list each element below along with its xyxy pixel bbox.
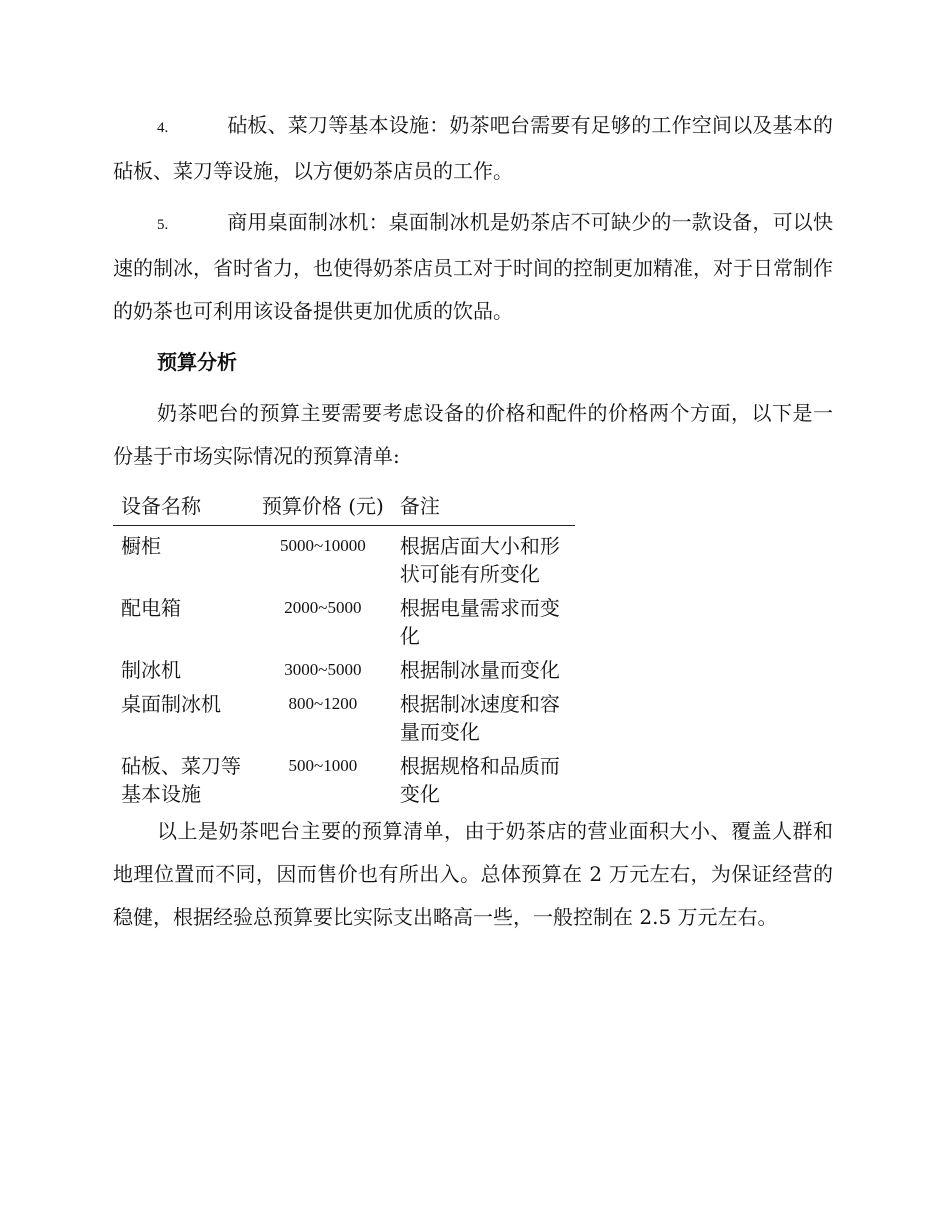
column-header-price: 预算价格 (元) bbox=[254, 492, 392, 526]
list-item bbox=[113, 104, 833, 193]
list-item-text: 商用桌面制冰机：桌面制冰机是奶茶店不可缺少的一款设备，可以快速的制冰，省时省力，也使得奶茶店员工对于时间的控制更加精准，对于日常制作的奶茶也可利用该设备提供更加优质的饮品。 bbox=[113, 210, 833, 323]
cell-name: 配电箱 bbox=[121, 596, 181, 620]
table-row bbox=[113, 650, 575, 684]
document-page bbox=[113, 104, 833, 939]
table-row bbox=[113, 588, 575, 650]
section-heading: 预算分析 bbox=[157, 350, 237, 374]
conclusion-paragraph: 以上是奶茶吧台主要的预算清单，由于奶茶店的营业面积大小、覆盖人群和地理位置而不同，因而售价也有所出入。总体预算在 2 万元左右，为保证经营的稳健，根据经验总预算要比实际支出略高一些，一般控制在 2.5 万元左右。 bbox=[113, 819, 833, 929]
cell-name: 桌面制冰机 bbox=[121, 692, 221, 716]
budget-table bbox=[113, 492, 575, 808]
table-header-row bbox=[113, 492, 575, 526]
cell-name: 橱柜 bbox=[121, 534, 161, 558]
table-row bbox=[113, 684, 575, 746]
cell-price: 800~1200 bbox=[288, 694, 358, 713]
column-header-note: 备注 bbox=[392, 492, 575, 526]
cell-name: 砧板、菜刀等基本设施 bbox=[121, 754, 241, 806]
table-row bbox=[113, 746, 575, 808]
list-item bbox=[113, 201, 833, 333]
cell-price: 2000~5000 bbox=[284, 598, 362, 617]
table-row bbox=[113, 526, 575, 589]
cell-note: 根据电量需求而变化 bbox=[399, 596, 560, 648]
cell-price: 5000~10000 bbox=[280, 536, 366, 555]
cell-note: 根据店面大小和形状可能有所变化 bbox=[399, 534, 560, 586]
intro-paragraph: 奶茶吧台的预算主要需要考虑设备的价格和配件的价格两个方面，以下是一份基于市场实际情况的预算清单: bbox=[113, 401, 833, 468]
column-header-name: 设备名称 bbox=[113, 492, 254, 526]
cell-note: 根据规格和品质而变化 bbox=[399, 754, 560, 806]
list-item-number: 5. bbox=[157, 217, 169, 233]
list-item-number: 4. bbox=[157, 120, 169, 136]
cell-note: 根据制冰量而变化 bbox=[399, 658, 560, 682]
list-item-text: 砧板、菜刀等基本设施：奶茶吧台需要有足够的工作空间以及基本的砧板、菜刀等设施，以方便奶茶店员的工作。 bbox=[113, 113, 833, 183]
cell-price: 3000~5000 bbox=[284, 660, 362, 679]
cell-name: 制冰机 bbox=[121, 658, 181, 682]
cell-note: 根据制冰速度和容量而变化 bbox=[399, 692, 560, 744]
cell-price: 500~1000 bbox=[288, 756, 358, 775]
